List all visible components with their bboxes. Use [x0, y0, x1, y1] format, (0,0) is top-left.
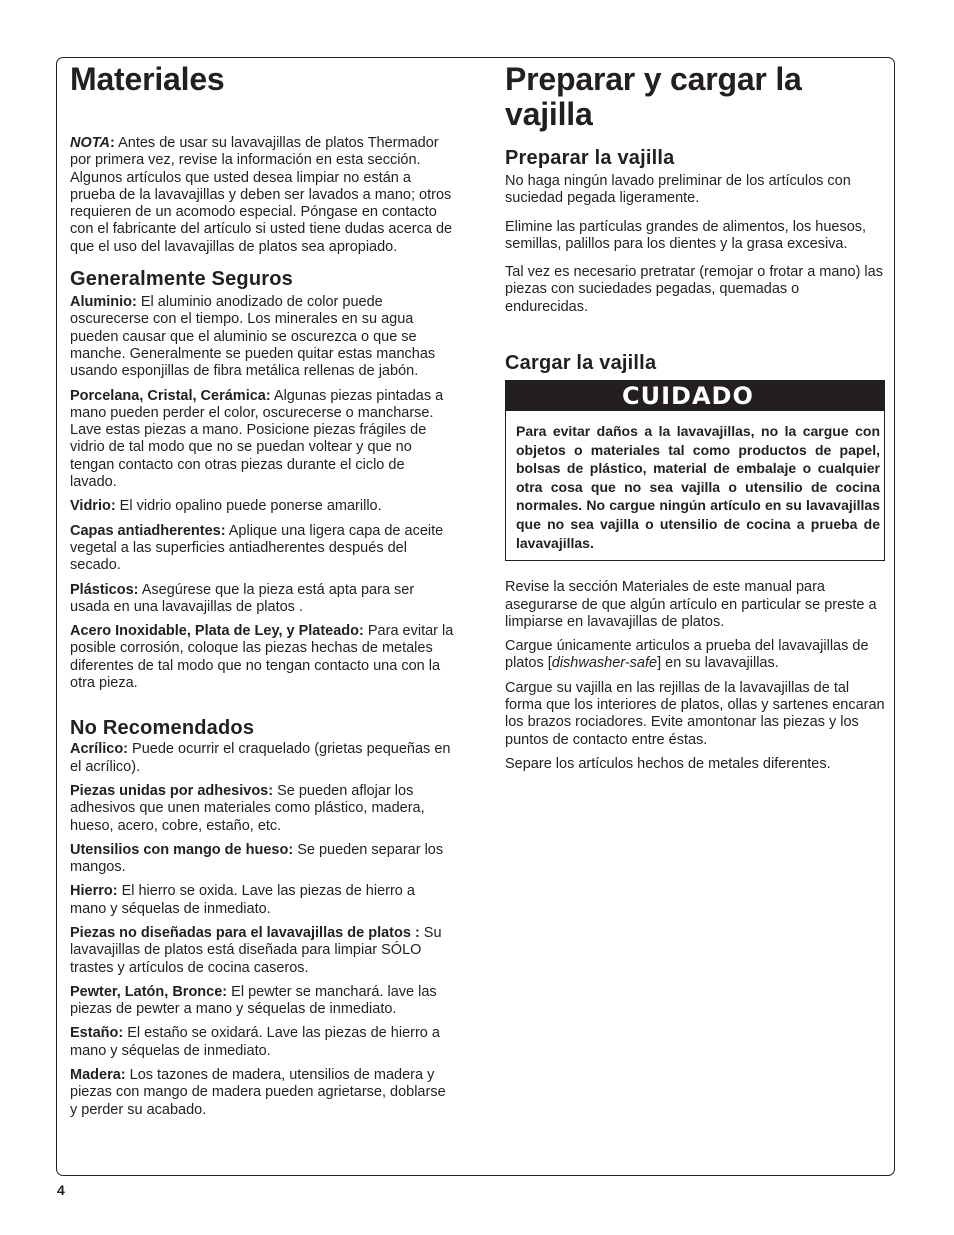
- caution-box: [505, 380, 885, 561]
- material-text: Se pueden separar los mangos.: [70, 841, 444, 876]
- material-term: Madera:: [70, 1067, 126, 1084]
- nota-colon: :: [110, 135, 115, 151]
- materiales-column: [70, 62, 454, 1126]
- preparar-cargar-title: Preparar y cargar la vajilla: [505, 61, 802, 132]
- material-item: [70, 623, 454, 692]
- material-text: Aplique una ligera capa de aceite vegetal a las superficies antiadherentes después del secado.: [70, 522, 444, 574]
- materiales-title: Materiales: [70, 61, 225, 97]
- nota-paragraph: [70, 135, 454, 256]
- material-term: Piezas no diseñadas para el lavavajillas de platos :: [70, 924, 420, 941]
- material-text: Asegúrese que la pieza está apta para ser usada en una lavavajillas de platos .: [70, 581, 415, 615]
- material-text: Algunas piezas pintadas a mano pueden perder el color, oscurecerse o mancharse. Lave estas piezas a mano. Posicione piezas frágiles de vidrio de tal modo que no se puedan voltear y que no tengan contacto con otras piezas durante el ciclo de lavado.: [70, 387, 444, 491]
- material-text: Los tazones de madera, utensilios de madera y piezas con mango de madera pueden agrietarse, doblarse y perder su acabado.: [70, 1067, 446, 1118]
- cargar-paragraph: Revise la sección Materiales de este manual para asegurarse de que algún artículo en particular se preste a limpiarse en lavavajillas de platos.: [505, 579, 877, 630]
- preparar-vajilla-heading: Preparar la vajilla: [505, 147, 675, 169]
- material-term: Porcelana, Cristal, Cerámica:: [70, 387, 271, 404]
- material-text: El pewter se manchará. lave las piezas de pewter a mano y séquelas de inmediato.: [70, 983, 437, 1018]
- material-item: [70, 388, 454, 492]
- material-item: [70, 984, 454, 1019]
- preparar-cargar-column: [505, 62, 885, 780]
- material-term: Utensilios con mango de hueso:: [70, 841, 294, 858]
- nota-label: NOTA: [70, 135, 111, 151]
- material-text: Su lavavajillas de platos está diseñada para limpiar SÓLO trastes y artículos de cocina caseros.: [70, 924, 442, 976]
- material-item: [70, 842, 454, 877]
- material-term: Estaño:: [70, 1025, 124, 1042]
- material-item: [70, 582, 454, 617]
- material-item: [70, 783, 454, 835]
- cargar-text: Cargue únicamente articulos a prueba del lavavajillas de platos [: [505, 638, 869, 672]
- material-text: Para evitar la posible corrosión, coloque las piezas hechas de metales diferentes de tal modo que no tengan contacto una con la otra pieza.: [70, 623, 454, 692]
- material-item: [70, 741, 454, 776]
- generalmente-seguros-heading: Generalmente Seguros: [70, 268, 293, 291]
- material-text: El hierro se oxida. Lave las piezas de hierro a mano y séquelas de inmediato.: [70, 883, 415, 917]
- material-term: Pewter, Latón, Bronce:: [70, 983, 228, 1000]
- preparar-paragraph: Tal vez es necesario pretratar (remojar o frotar a mano) las piezas con suciedades pegadas, quemadas o endurecidas.: [505, 264, 883, 315]
- caution-title: CUIDADO: [506, 381, 884, 411]
- cargar-vajilla-heading: Cargar la vajilla: [505, 352, 657, 375]
- material-text: Puede ocurrir el craquelado (grietas pequeñas en el acrílico).: [70, 741, 451, 775]
- page-number: 4: [57, 1182, 65, 1198]
- caution-text: Para evitar daños a la lavavajillas, no la cargue con objetos o materiales tal como productos de papel, bolsas de plástico, material de embalaje o cualquier otra cosa que no sea vajilla o utensilio de cocina normales. No cargue ningún artículo en su lavavajillas que no sea vajilla o utensilio de cocina a prueba de lavavajillas.: [516, 423, 880, 551]
- material-item: [70, 883, 454, 918]
- preparar-paragraph: No haga ningún lavado preliminar de los artículos con suciedad pegada ligeramente.: [505, 173, 851, 207]
- material-term: Aluminio:: [70, 294, 137, 311]
- material-item: [70, 925, 454, 977]
- material-text: El vidrio opalino puede ponerse amarillo.: [115, 498, 382, 515]
- material-term: Hierro:: [70, 883, 118, 900]
- cargar-paragraph: Separe los artículos hechos de metales diferentes.: [505, 755, 831, 772]
- material-text: El estaño se oxidará. Lave las piezas de hierro a mano y séquelas de inmediato.: [70, 1025, 440, 1059]
- material-item: [70, 1025, 454, 1060]
- cargar-text: ] en su lavavajillas.: [657, 655, 779, 672]
- caution-body: [506, 411, 884, 560]
- no-recomendados-heading: No Recomendados: [70, 717, 255, 740]
- material-item: [70, 1067, 454, 1119]
- preparar-paragraph: Elimine las partículas grandes de alimentos, los huesos, semillas, palillos para los dientes y la grasa excesiva.: [505, 218, 867, 252]
- material-term: Acero Inoxidable, Plata de Ley, y Plateado:: [70, 623, 364, 640]
- cargar-paragraph: Cargue su vajilla en las rejillas de la lavavajillas de tal forma que los interiores de platos, ollas y sartenes encaran los brazos rociadores. Evite amontonar las piezas y los puntos de contacto entre éstas.: [505, 679, 885, 748]
- material-item: [70, 498, 454, 515]
- material-item: [70, 294, 454, 380]
- cargar-paragraph: [505, 638, 885, 673]
- material-term: Capas antiadherentes:: [70, 522, 226, 539]
- material-term: Vidrio:: [70, 498, 116, 515]
- material-term: Piezas unidas por adhesivos:: [70, 782, 274, 799]
- material-text: Se pueden aflojar los adhesivos que unen materiales como plástico, madera, hueso, acero, cobre, estaño, etc.: [70, 782, 425, 834]
- nota-text: Antes de usar su lavavajillas de platos Thermador por primera vez, revise la información en esta sección. Algunos artículos que usted desea limpiar no están a prueba de la lavavajillas y deben ser lavados a mano; otros requieren de un acomodo especial. Póngase en contacto con el fabricante del artículo si usted tiene dudas acerca de que el uso del lavavajillas de platos sea apropiado.: [70, 135, 453, 255]
- material-term: Plásticos:: [70, 581, 139, 598]
- material-item: [70, 523, 454, 575]
- material-term: Acrílico:: [70, 741, 129, 758]
- material-text: El aluminio anodizado de color puede oscurecerse con el tiempo. Los minerales en su agua pueden causar que el aluminio se oscurezca o que se manche. Generalmente se pueden quitar estas manchas usando esponjillas de fibra metálica rellenas de jabón.: [70, 294, 436, 380]
- dishwasher-safe-term: dishwasher-safe: [551, 655, 658, 672]
